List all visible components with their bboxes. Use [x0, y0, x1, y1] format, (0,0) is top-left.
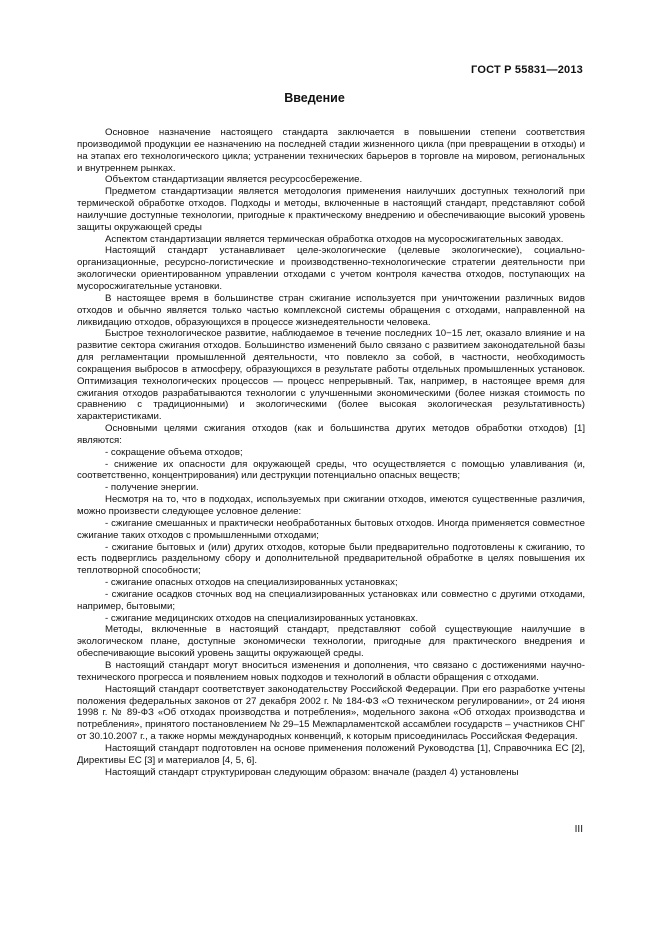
- paragraph-structure: Настоящий стандарт структурирован следующим образом: вначале (раздел 4) установлены: [105, 766, 519, 778]
- paragraph-incineration-use: В настоящее время в большинстве стран сжигание используется при уничтожении различных видов отходов и обычно является только частью комплексной системы обращения с отходами, направленной на ликвидацию отходов, образующихся в процессе жизнедеятельности человека.: [77, 292, 585, 328]
- page-number: III: [574, 824, 583, 835]
- list-item-energy-recovery: - получение энергии.: [105, 482, 199, 494]
- paragraph-object: Объектом стандартизации является ресурсосбережение.: [105, 174, 363, 186]
- paragraph-methods: Методы, включенные в настоящий стандарт, представляют собой существующие наилучшие в экологическом плане, доступные экономически технологии, пригодные для практического внедрения и обеспечивающие высокий уровень защиты окружающей среды.: [77, 624, 585, 660]
- paragraph-amendments: В настоящий стандарт могут вноситься изменения и дополнения, что связано с достижениями научно-технического прогресса и появлением новых подходов и технологий в области обращения с отходами.: [77, 659, 585, 683]
- list-item-medical-waste: - сжигание медицинских отходов на специализированных установках.: [105, 612, 419, 624]
- list-item-sewage-sludge: - сжигание осадков сточных вод на специализированных установках или совместно с другими отходами, например, бытовыми;: [77, 588, 585, 612]
- paragraph-purpose: Основное назначение настоящего стандарта заключается в повышении степени соответствия производимой продукции ее назначению на последней стадии жизненного цикла (при превращении в отходы) и на этапах его технологического цикла; устранении технических барьеров в торговле на мировом, региональных и внутреннем рынках.: [77, 127, 585, 174]
- list-item-pretreated-waste: - сжигание бытовых и (или) других отходов, которые были предварительно подготовлены к сжиганию, то есть подверглись раздельному сбору и дополнительной предварительной обработке в целях повышения их теплотворной способности;: [77, 541, 585, 577]
- list-item-hazard-reduction: - снижение их опасности для окружающей среды, что осуществляется с помощью улавливания (и, соответственно, концентрирования) или деструкции потенциально опасных веществ;: [77, 458, 585, 482]
- list-item-hazardous-waste: - сжигание опасных отходов на специализированных установках;: [105, 577, 398, 589]
- paragraph-classification-intro: Несмотря на то, что в подходах, используемых при сжигании отходов, имеются существенные различия, можно произвести следующее условное деление:: [77, 494, 585, 517]
- standard-header: ГОСТ Р 55831—2013: [471, 64, 583, 76]
- paragraph-technology-development: Быстрое технологическое развитие, наблюдаемое в течение последних 10−15 лет, оказало влияние и на развитие сектора сжигания отходов. Большинство изменений было связано с развитием законодательной базы для регламентации промышленной деятельности, что повлекло за собой, в частности, необходимость сокращения выбросов в атмосферу, образующихся в результате работы отдельных промышленных установок. Оптимизация технологических процессов — процесс непрерывный. Так, например, в настоящее время для сжигания отходов разрабатываются технологии с улучшенными экономическими (более низкая стоимость по сравнению с традиционными) и экологическими (более высокая экологическая результативность) характеристиками.: [77, 328, 585, 423]
- paragraph-aspect: Аспектом стандартизации является термическая обработка отходов на мусоросжигательных заводах.: [105, 233, 564, 245]
- paragraph-goals-intro: Основными целями сжигания отходов (как и большинства других методов обработки отходов) [1] являются:: [77, 423, 585, 446]
- page-title: Введение: [284, 91, 345, 105]
- paragraph-legislation: Настоящий стандарт соответствует законодательству Российской Федерации. При его разработке учтены положения федеральных законов от 27 декабря 2002 г. № 184-ФЗ «О техническом регулировании», от 24 июня 1998 г. № 89-ФЗ «Об отходах производства и потребления», модельного закона «Об отходах производства и потребления», принятого постановлением № 29–15 Межпарламентской ассамблеи государств – участников СНГ от 30.10.2007 г., а также нормы международных конвенций, к которым присоединилась Российская Федерация.: [77, 683, 585, 743]
- paragraph-strategies: Настоящий стандарт устанавливает целе-экологические (целевые экологические), социально-организационные, ресурсно-логистические и производственно-технологические стратегии деятельности при экологически ориентированном управлении отходами с учетом контроля качества отходов, поступающих на мусоросжигательные установки.: [77, 245, 585, 292]
- paragraph-sources: Настоящий стандарт подготовлен на основе применения положений Руководства [1], Справочника ЕС [2], Директивы ЕС [3] и материалов [4, 5, 6].: [77, 742, 585, 766]
- paragraph-subject: Предметом стандартизации является методология применения наилучших доступных технологий при термической обработке отходов. Подходы и методы, включенные в настоящий стандарт, представляют собой наилучшие доступные технологии, пригодные к практическому внедрению и обеспечивающие высокий уровень защиты окружающей среды: [77, 186, 585, 233]
- list-item-volume-reduction: - сокращение объема отходов;: [105, 446, 243, 458]
- document-body: [77, 127, 585, 778]
- list-item-mixed-waste: - сжигание смешанных и практически необработанных бытовых отходов. Иногда применяется совместное сжигание таких отходов с промышленными отходами;: [77, 517, 585, 541]
